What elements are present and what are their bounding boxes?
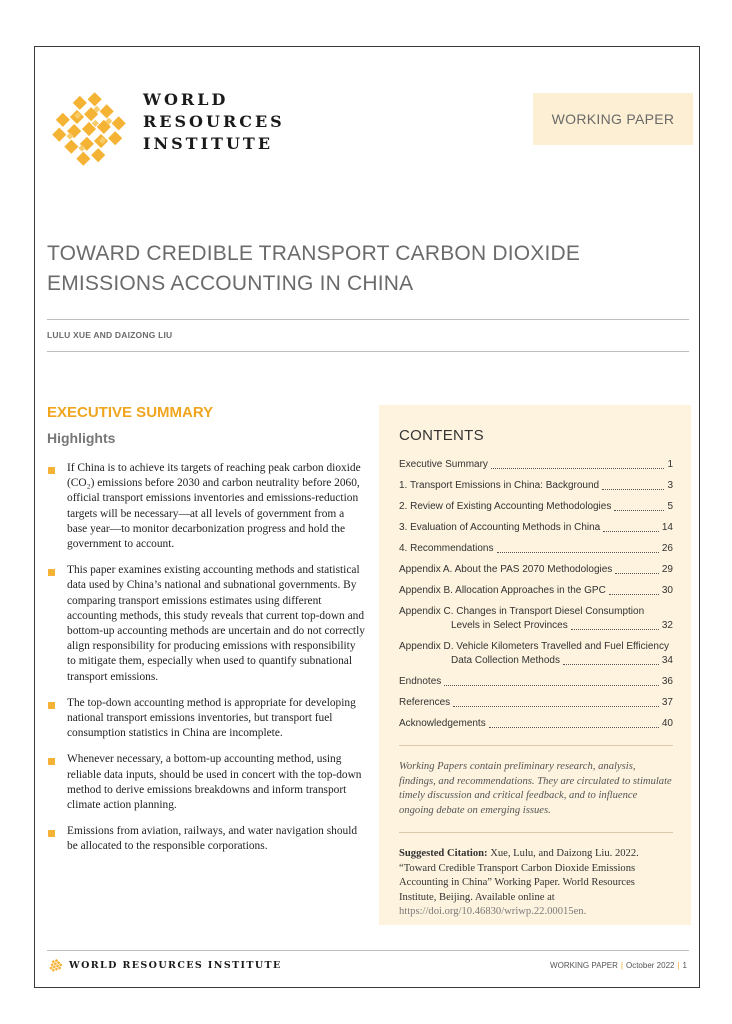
bullet-text: If China is to achieve its targets of reaching peak carbon dioxide (CO₂) emissions before 2030 and carbon neutrality before 2060, official transport emissions inventories and emissions-reduction targets will be necessary—at all levels of government from a base year—to monitor decarbonization progress and hold the government to account. (67, 462, 361, 551)
citation-text: Xue, Lulu, and Daizong Liu. 2022. “Toward Credible Transport Carbon Dioxide Emissions Accounting in China” Working Paper. World Resources Institute, Beijing. Available online at (399, 848, 639, 903)
bullet-text: The top-down accounting method is appropriate for developing national transport emissions inventories, but transport fuel consumption statistics in China are incomplete. (67, 696, 356, 740)
divider (47, 950, 689, 951)
toc-page: 32 (661, 620, 673, 631)
toc-item[interactable] (399, 479, 673, 493)
toc-title: Appendix B. Allocation Approaches in the GPC (399, 585, 606, 596)
toc-title: Acknowledgements (399, 718, 486, 729)
toc-page: 30 (661, 585, 673, 596)
toc-page: 3 (667, 480, 673, 491)
toc-item[interactable] (399, 605, 673, 633)
leader-dots (609, 594, 659, 595)
leader-dots (571, 629, 659, 630)
bullet-text: This paper examines existing accounting methods and statistical data used by China’s national and subnational governments. By comparing transport emissions estimates using different accounting methods, this study reveals that current top-down and bottom-up accounting methods are uncertain and do not correctly align responsibility for producing emissions with responsibility to mitigate them, especially when used to quantify subnational transport emissions. (67, 564, 365, 683)
bullet-square-icon (48, 830, 55, 837)
footer-page-info (550, 961, 687, 970)
list-item (47, 563, 367, 685)
bullet-square-icon (48, 702, 55, 709)
paper-title (47, 239, 607, 299)
toc-item[interactable] (399, 500, 673, 514)
org-name-line: WORLD (143, 90, 229, 109)
toc-title: 1. Transport Emissions in China: Background (399, 480, 600, 491)
toc-page: 1 (667, 459, 673, 470)
divider (399, 832, 673, 833)
toc-item[interactable] (399, 458, 673, 472)
toc-item[interactable] (399, 542, 673, 556)
leader-dots (563, 664, 659, 665)
footer-page-number: 1 (682, 961, 687, 970)
list-item (47, 696, 367, 742)
working-paper-note: Working Papers contain preliminary research, analysis, findings, and recommendations. They are circulated to stimulate timely discussion and critical feedback, and to influence ongoing debate on emerging issues. (399, 761, 672, 816)
wri-logo-icon (47, 958, 63, 974)
footer-org-name: WORLD RESOURCES INSTITUTE (69, 960, 282, 971)
divider (47, 351, 689, 352)
toc-title-cont: Data Collection Methods (451, 655, 560, 666)
suggested-citation (399, 847, 673, 920)
leader-dots (497, 552, 659, 553)
separator: | (677, 961, 680, 970)
list-item (47, 752, 367, 813)
toc-page: 29 (661, 564, 673, 575)
leader-dots (602, 489, 664, 490)
toc-list (399, 458, 673, 731)
toc-title-cont: Levels in Select Provinces (451, 620, 568, 631)
toc-page: 5 (667, 501, 673, 512)
title-line: TOWARD CREDIBLE TRANSPORT CARBON DIOXIDE (47, 242, 581, 265)
leader-dots (444, 685, 659, 686)
toc-item[interactable] (399, 696, 673, 710)
toc-title: Endnotes (399, 676, 442, 687)
toc-page: 34 (661, 655, 673, 666)
citation-doi-link[interactable]: https://doi.org/10.46830/wriwp.22.00015en. (399, 906, 587, 917)
toc-page: 40 (661, 718, 673, 729)
toc-title: Appendix C. Changes in Transport Diesel Consumption (399, 606, 645, 617)
divider (47, 319, 689, 320)
authors: LULU XUE AND DAIZONG LIU (47, 330, 173, 340)
footer-date: October 2022 (625, 961, 675, 970)
bullet-square-icon (48, 467, 55, 474)
toc-page: 26 (661, 543, 673, 554)
executive-summary-heading: EXECUTIVE SUMMARY (47, 404, 214, 421)
leader-dots (614, 510, 664, 511)
highlights-list (47, 461, 367, 866)
bullet-text: Whenever necessary, a bottom-up accounting method, using reliable data inputs, should be used in concert with the top-down method to derive emissions breakdowns and inform transport climate action planning. (67, 753, 362, 812)
bullet-square-icon (48, 758, 55, 765)
bullet-square-icon (48, 569, 55, 576)
org-name-line: RESOURCES (143, 112, 285, 131)
document-page (34, 46, 700, 988)
list-item (47, 824, 367, 854)
toc-page: 36 (661, 676, 673, 687)
toc-item[interactable] (399, 717, 673, 731)
toc-page: 14 (661, 522, 673, 533)
toc-title: 2. Review of Existing Accounting Methodologies (399, 501, 612, 512)
leader-dots (603, 531, 659, 532)
working-paper-tag: WORKING PAPER (533, 93, 693, 145)
contents-box (379, 405, 691, 925)
divider (399, 745, 673, 746)
toc-page: 37 (661, 697, 673, 708)
leader-dots (491, 468, 665, 469)
toc-item[interactable] (399, 584, 673, 598)
contents-heading: CONTENTS (399, 427, 484, 444)
org-name-line: INSTITUTE (143, 134, 274, 153)
toc-item[interactable] (399, 563, 673, 577)
org-name (143, 89, 285, 155)
toc-title: Appendix D. Vehicle Kilometers Travelled and Fuel Efficiency (399, 641, 669, 652)
toc-item[interactable] (399, 640, 673, 668)
list-item (47, 461, 367, 552)
footer-label: WORKING PAPER (550, 961, 618, 970)
leader-dots (489, 727, 659, 728)
toc-item[interactable] (399, 521, 673, 535)
leader-dots (453, 706, 659, 707)
title-line: EMISSIONS ACCOUNTING IN CHINA (47, 272, 414, 295)
toc-title: Appendix A. About the PAS 2070 Methodologies (399, 564, 613, 575)
leader-dots (615, 573, 659, 574)
toc-title: References (399, 697, 451, 708)
toc-title: 4. Recommendations (399, 543, 494, 554)
wri-logo-icon (47, 87, 131, 171)
citation-label: Suggested Citation: (399, 848, 488, 859)
separator: | (620, 961, 623, 970)
bullet-text: Emissions from aviation, railways, and water navigation should be allocated to the responsible corporations. (67, 825, 358, 853)
highlights-heading: Highlights (47, 430, 116, 446)
toc-item[interactable] (399, 675, 673, 689)
toc-title: Executive Summary (399, 459, 488, 470)
toc-title: 3. Evaluation of Accounting Methods in China (399, 522, 601, 533)
